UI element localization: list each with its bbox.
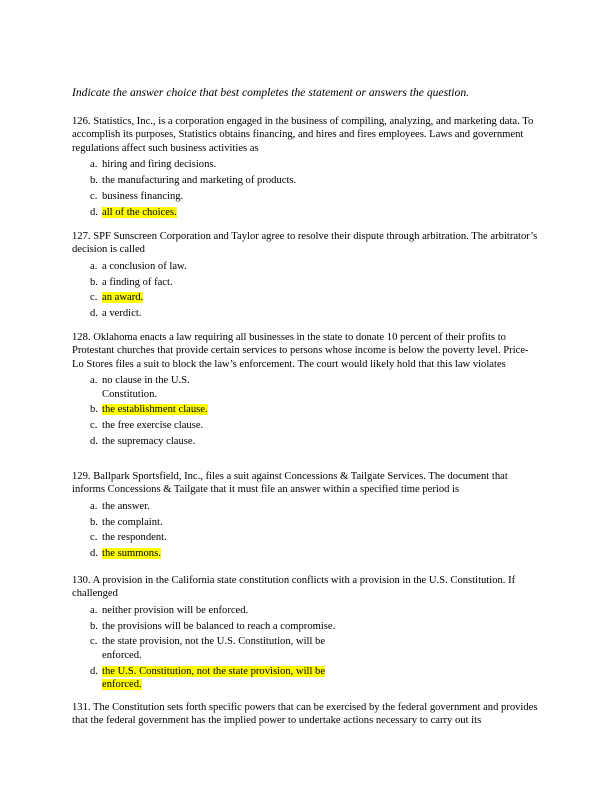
choice-text: the provisions will be balanced to reach a compromise. — [102, 620, 336, 632]
answer-choice[interactable] — [90, 516, 538, 529]
choice-letter: a. — [90, 260, 98, 272]
choice-letter: b. — [90, 404, 98, 416]
answer-choice-correct[interactable] — [90, 665, 538, 692]
choice-letter: b. — [90, 276, 98, 288]
choice-text: the manufacturing and marketing of products. — [102, 175, 297, 187]
highlighted-answer: the summons. — [102, 548, 161, 560]
answer-choice[interactable] — [90, 635, 538, 662]
answer-choices — [72, 260, 538, 321]
choice-text: the complaint. — [102, 516, 163, 528]
answer-choice[interactable] — [90, 604, 538, 617]
choice-letter: b. — [90, 620, 98, 632]
choice-text: no clause in the U.S. Constitution. — [102, 375, 190, 400]
answer-choice[interactable] — [90, 500, 538, 513]
choice-letter: d. — [90, 308, 98, 320]
answer-choices — [72, 158, 538, 219]
answer-choice[interactable] — [90, 260, 538, 273]
choice-letter: c. — [90, 636, 98, 648]
choice-letter: c. — [90, 190, 98, 202]
choice-text: a finding of fact. — [102, 276, 173, 288]
answer-choice[interactable] — [90, 620, 538, 633]
choice-letter: c. — [90, 292, 98, 304]
answer-choice[interactable] — [90, 374, 538, 401]
question-126 — [72, 115, 538, 221]
choice-letter: a. — [90, 159, 98, 171]
choice-text: business financing. — [102, 190, 184, 202]
answer-choice[interactable] — [90, 158, 538, 171]
question-stem: 126. Statistics, Inc., is a corporation engaged in the business of compiling, analyzing, and marketing data. To accomplish its purposes, Statistics obtains financing, and hires and fires employees. Laws and government regulations affect such business activities as — [72, 116, 534, 154]
choice-letter: b. — [90, 516, 98, 528]
question-129 — [72, 470, 538, 563]
answer-choice-correct[interactable] — [90, 206, 538, 219]
choice-letter: a. — [90, 375, 98, 387]
choice-text: a conclusion of law. — [102, 260, 187, 272]
choice-letter: d. — [90, 206, 98, 218]
choice-letter: a. — [90, 500, 98, 512]
choice-text: neither provision will be enforced. — [102, 604, 249, 616]
answer-choice-correct[interactable] — [90, 547, 538, 560]
answer-choice[interactable] — [90, 174, 538, 187]
answer-choice[interactable] — [90, 419, 538, 432]
question-stem: 131. The Constitution sets forth specific powers that can be exercised by the federal government and provides that the federal government has the implied power to undertake actions necessary to carry out its — [72, 702, 538, 727]
answer-choice-correct[interactable] — [90, 291, 538, 304]
highlighted-answer: an award. — [102, 292, 144, 304]
question-130 — [72, 574, 538, 694]
choice-text: the respondent. — [102, 532, 167, 544]
highlighted-answer: the establishment clause. — [102, 404, 208, 416]
instructions: Indicate the answer choice that best completes the statement or answers the question. — [72, 86, 470, 99]
question-131 — [72, 701, 538, 731]
choice-letter: d. — [90, 548, 98, 560]
answer-choice[interactable] — [90, 307, 538, 320]
choice-letter: a. — [90, 604, 98, 616]
choice-letter: c. — [90, 532, 98, 544]
choice-text: a verdict. — [102, 308, 142, 320]
choice-letter: c. — [90, 420, 98, 432]
answer-choices — [72, 500, 538, 561]
question-127 — [72, 230, 538, 323]
answer-choice[interactable] — [90, 276, 538, 289]
choice-text: hiring and firing decisions. — [102, 159, 217, 171]
question-stem: 127. SPF Sunscreen Corporation and Taylor agree to resolve their dispute through arbitration. The arbitrator’s decision is called — [72, 231, 538, 256]
question-128 — [72, 331, 538, 451]
answer-choices — [72, 374, 538, 448]
answer-choices — [72, 604, 538, 692]
question-stem: 128. Oklahoma enacts a law requiring all businesses in the state to donate 10 percent of their profits to Protestant churches that provide certain services to persons whose income is below the poverty level. Price-Lo Stores files a suit to block the law’s enforcement. The court would likely hold that this law violates — [72, 332, 529, 370]
choice-text: the supremacy clause. — [102, 436, 196, 448]
question-stem: 129. Ballpark Sportsfield, Inc., files a suit against Concessions & Tailgate Services. The document that informs Concessions & Tailgate that it must file an answer within a specified time period is — [72, 471, 508, 496]
question-stem: 130. A provision in the California state constitution conflicts with a provision in the U.S. Constitution. If challenged — [72, 575, 516, 600]
choice-text: the answer. — [102, 500, 150, 512]
choice-letter: d. — [90, 436, 98, 448]
choice-text: the state provision, not the U.S. Constitution, will be enforced. — [102, 636, 326, 661]
choice-text: the free exercise clause. — [102, 420, 204, 432]
answer-choice[interactable] — [90, 435, 538, 448]
choice-letter: d. — [90, 665, 98, 677]
choice-letter: b. — [90, 175, 98, 187]
highlighted-answer: all of the choices. — [102, 206, 177, 218]
answer-choice[interactable] — [90, 531, 538, 544]
answer-choice[interactable] — [90, 190, 538, 203]
highlighted-answer: the U.S. Constitution, not the state provision, will be enforced. — [102, 665, 326, 691]
answer-choice-correct[interactable] — [90, 403, 538, 416]
